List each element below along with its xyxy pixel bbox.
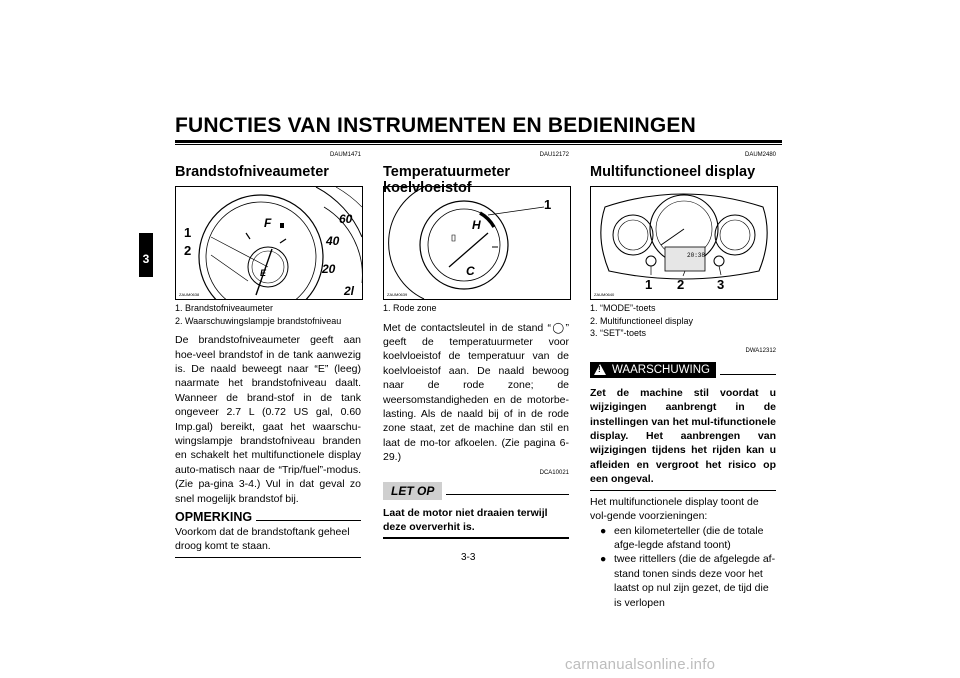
warning-code: DWA12312 — [745, 347, 776, 354]
caution-heading — [383, 482, 569, 500]
caution-body: Laat de motor niet draaien terwijl deze oververhit is. — [383, 506, 548, 534]
column-fuel-gauge — [175, 152, 361, 558]
warning-rule — [720, 374, 776, 375]
caption-1: 1. Rode zone — [383, 303, 437, 313]
note-end-rule — [175, 557, 361, 558]
caption-2: 2. Multifunctioneel display — [590, 315, 694, 326]
figure-code: ZAUM0638 — [179, 292, 200, 297]
figure-label-1: 1 — [184, 225, 192, 240]
note-heading — [175, 510, 361, 524]
bullet-icon: ● — [600, 553, 607, 566]
caution-code: DCA10021 — [539, 469, 569, 476]
body-text: Met de contactsleutel in de stand “◯” geeft de temperatuurmeter voor koelvloeistof de temperatuur van de koelvloeistof aan. De naald bewoog naar de rode zone; de weersomstandigheden en de motorbe-lasting. Als de naald bij of in de rode zone staat, zet de machine dan stil en laat de mo-tor afkoelen. (Zie pagina 6-29.) — [383, 321, 569, 464]
warning-heading — [590, 362, 776, 378]
caption-3: 3. “SET”-toets — [590, 328, 647, 339]
bullet-icon: ● — [600, 524, 607, 537]
temp-c: C — [466, 264, 475, 278]
figure-label-3: 3 — [717, 277, 725, 292]
warning-triangle-icon — [594, 364, 606, 375]
list-item — [600, 552, 776, 610]
lcd-clock: 20:38 — [687, 252, 706, 259]
caution-badge: LET OP — [383, 482, 442, 500]
section-title: Brandstofniveaumeter — [175, 164, 329, 180]
list-item — [600, 524, 776, 553]
figure-label-1: 1 — [544, 197, 552, 212]
watermark: carmanualsonline.info — [565, 656, 716, 673]
column-coolant-gauge — [383, 152, 569, 539]
note-body: Voorkom dat de brandstoftank geheel droog komt te staan. — [175, 526, 350, 553]
header-rule-thin — [175, 144, 782, 145]
coolant-gauge-illustration — [384, 187, 570, 299]
chapter-number: 3 — [142, 252, 150, 266]
list-item-text: twee rittellers (die de afgelegde af-stand tonen sinds deze voor het laatst op nul zijn gezet, de tijd die is verlopen — [614, 553, 776, 609]
warning-label: WAARSCHUWING — [612, 363, 710, 376]
warning-body: Zet de machine stil voordat u wijzigingen aanbrengt in de instellingen van het mul-tifunctionele display. Het aanbrengen van wijzigingen tijdens het rijden kan u afleiden en vergroot het risico op een ongeval. — [590, 386, 776, 486]
caution-end-rule — [383, 537, 569, 538]
temp-h: H — [472, 218, 481, 232]
page-header: FUNCTIES VAN INSTRUMENTEN EN BEDIENINGEN — [175, 114, 696, 137]
speed-20: 20 — [322, 262, 336, 276]
fuel-gauge-illustration — [176, 187, 362, 299]
section-code: DAU12172 — [539, 152, 569, 158]
column-multifunction-display — [590, 152, 776, 610]
figure-code: ZAUM0640 — [594, 292, 615, 297]
fuel-letter-f: F — [264, 216, 272, 230]
caution-rule — [446, 494, 569, 495]
intro-text: Het multifunctionele display toont de vol-gende voorzieningen: — [590, 495, 759, 523]
figure-label-2: 2 — [677, 277, 685, 292]
note-heading-label: OPMERKING — [175, 510, 253, 525]
display-figure — [590, 186, 778, 300]
figure-label-2: 2 — [184, 243, 192, 258]
note-heading-rule — [256, 520, 361, 521]
odo-text: 2l — [344, 284, 355, 298]
fuel-gauge-figure — [175, 186, 363, 300]
section-title: Multifunctioneel display — [590, 164, 756, 180]
caption-1: 1. Brandstofniveaumeter — [175, 303, 274, 313]
warning-end-rule — [590, 490, 776, 491]
warning-badge — [590, 362, 716, 378]
coolant-gauge-figure — [383, 186, 571, 300]
section-title: Temperatuurmeter koelvloeistof — [383, 164, 511, 196]
figure-label-1: 1 — [645, 277, 653, 292]
body-text: De brandstofniveaumeter geeft aan hoe-veel brandstof in de tank aanwezig is. De naald beweegt naar “E” (leeg) naarmate het brandstofniveau daalt. Wanneer de brand-stof in de tank ongeveer 2.7 L (0.72 US gal, 0.60 Imp.gal) bereikt, gaat het waarschu-wingslampje brandstofniveau branden en schakelt het multifunctionele display auto-matisch naar de “Trip/fuel”-modus. (Zie pa-gina 3-4.) Vul in dat geval zo snel mogelijk brandstof bij. — [175, 334, 361, 505]
page-number: 3-3 — [461, 552, 476, 563]
section-code: DAUM2480 — [744, 152, 776, 158]
list-item-text: een kilometerteller (die de totale afge-legde afstand toont) — [614, 524, 764, 552]
fuel-letter-e: E — [260, 268, 267, 278]
section-code: DAUM1471 — [329, 152, 361, 158]
speed-60: 60 — [339, 212, 353, 226]
caption-2: 2. Waarschuwingslampje brandstofniveau — [175, 315, 342, 326]
header-rule — [175, 140, 782, 143]
figure-code: ZAUM0639 — [387, 292, 408, 297]
speed-40: 40 — [326, 234, 340, 248]
caption-1: 1. “MODE”-toets — [590, 303, 656, 313]
